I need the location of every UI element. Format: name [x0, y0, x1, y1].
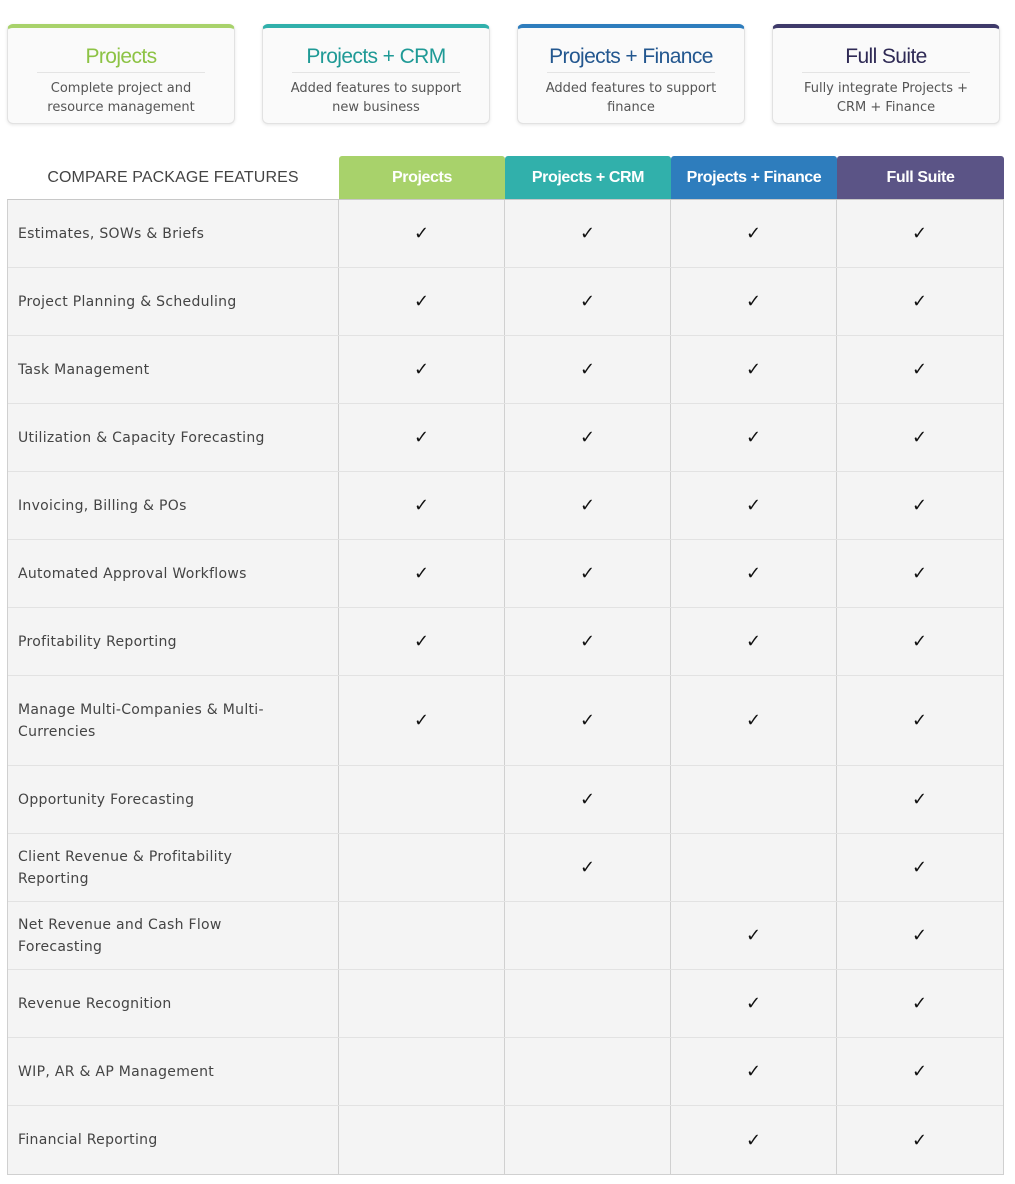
full-suite-cell — [837, 970, 1002, 1037]
projects-crm-cell — [505, 472, 671, 539]
full-suite-cell — [837, 1038, 1002, 1105]
checkmark-icon: ✓ — [413, 291, 430, 312]
projects-cell — [339, 336, 505, 403]
projects-crm-cell — [505, 404, 671, 471]
feature-name: Net Revenue and Cash Flow Forecasting — [8, 902, 339, 969]
projects-cell — [339, 472, 505, 539]
full-suite-cell — [837, 540, 1002, 607]
full-suite-cell — [837, 472, 1002, 539]
package-description: Complete project and resource management — [47, 81, 195, 115]
projects-cell — [339, 676, 505, 765]
feature-name: Estimates, SOWs & Briefs — [8, 200, 339, 267]
projects-finance-cell — [671, 834, 837, 901]
projects-crm-cell — [505, 200, 671, 267]
feature-name: Project Planning & Scheduling — [8, 268, 339, 335]
package-title: Projects — [85, 45, 157, 68]
projects-crm-cell — [505, 834, 671, 901]
checkmark-icon: ✓ — [911, 993, 928, 1014]
feature-name: Client Revenue & Profitability Reporting — [8, 834, 339, 901]
package-description: Added features to support finance — [545, 81, 717, 115]
checkmark-icon: ✓ — [911, 563, 928, 584]
package-cards — [0, 0, 1015, 140]
package-card-full-suite[interactable] — [772, 24, 1000, 124]
projects-crm-cell — [505, 336, 671, 403]
projects-crm-cell — [505, 970, 671, 1037]
full-suite-cell — [837, 268, 1002, 335]
checkmark-icon: ✓ — [911, 631, 928, 652]
projects-crm-cell — [505, 540, 671, 607]
projects-cell — [339, 1038, 505, 1105]
checkmark-icon: ✓ — [911, 925, 928, 946]
checkmark-icon: ✓ — [745, 223, 762, 244]
checkmark-icon: ✓ — [911, 1061, 928, 1082]
projects-finance-cell — [671, 540, 837, 607]
projects-finance-cell — [671, 1038, 837, 1105]
projects-crm-cell — [505, 268, 671, 335]
table-row — [8, 676, 1003, 766]
projects-crm-cell — [505, 1106, 671, 1174]
table-row — [8, 608, 1003, 676]
checkmark-icon: ✓ — [579, 563, 596, 584]
full-suite-cell — [837, 336, 1002, 403]
table-row — [8, 970, 1003, 1038]
full-suite-cell — [837, 1106, 1002, 1174]
checkmark-icon: ✓ — [579, 427, 596, 448]
checkmark-icon: ✓ — [911, 223, 928, 244]
checkmark-icon: ✓ — [745, 993, 762, 1014]
table-row — [8, 902, 1003, 970]
full-suite-cell — [837, 404, 1002, 471]
feature-name: Opportunity Forecasting — [8, 766, 339, 833]
projects-finance-cell — [671, 608, 837, 675]
package-card-projects-crm[interactable] — [262, 24, 490, 124]
projects-finance-cell — [671, 902, 837, 969]
feature-name: Task Management — [8, 336, 339, 403]
feature-name: Utilization & Capacity Forecasting — [8, 404, 339, 471]
checkmark-icon: ✓ — [745, 710, 762, 731]
table-row — [8, 472, 1003, 540]
checkmark-icon: ✓ — [745, 291, 762, 312]
projects-finance-cell — [671, 472, 837, 539]
projects-finance-cell — [671, 970, 837, 1037]
checkmark-icon: ✓ — [579, 495, 596, 516]
card-divider — [547, 72, 715, 73]
projects-cell — [339, 608, 505, 675]
package-description: Fully integrate Projects + CRM + Finance — [803, 81, 969, 115]
projects-crm-cell — [505, 676, 671, 765]
feature-name: Automated Approval Workflows — [8, 540, 339, 607]
column-header-projects: Projects — [339, 156, 505, 199]
package-card-projects-finance[interactable] — [517, 24, 745, 124]
checkmark-icon: ✓ — [579, 857, 596, 878]
checkmark-icon: ✓ — [911, 427, 928, 448]
compare-features-table — [7, 156, 1004, 1175]
projects-crm-cell — [505, 1038, 671, 1105]
package-title: Full Suite — [845, 45, 927, 68]
card-divider — [292, 72, 460, 73]
checkmark-icon: ✓ — [579, 291, 596, 312]
checkmark-icon: ✓ — [413, 495, 430, 516]
checkmark-icon: ✓ — [413, 710, 430, 731]
checkmark-icon: ✓ — [745, 631, 762, 652]
checkmark-icon: ✓ — [745, 925, 762, 946]
column-header-full-suite: Full Suite — [837, 156, 1004, 199]
feature-name: WIP, AR & AP Management — [8, 1038, 339, 1105]
table-row — [8, 404, 1003, 472]
checkmark-icon: ✓ — [745, 359, 762, 380]
checkmark-icon: ✓ — [413, 427, 430, 448]
column-header-projects-crm: Projects + CRM — [505, 156, 671, 199]
projects-crm-cell — [505, 902, 671, 969]
projects-cell — [339, 268, 505, 335]
table-row — [8, 200, 1003, 268]
checkmark-icon: ✓ — [745, 1061, 762, 1082]
checkmark-icon: ✓ — [579, 710, 596, 731]
table-row — [8, 1038, 1003, 1106]
feature-name: Invoicing, Billing & POs — [8, 472, 339, 539]
feature-name: Revenue Recognition — [8, 970, 339, 1037]
projects-finance-cell — [671, 404, 837, 471]
checkmark-icon: ✓ — [579, 631, 596, 652]
projects-cell — [339, 540, 505, 607]
package-description: Added features to support new business — [290, 81, 462, 115]
package-title: Projects + Finance — [549, 45, 713, 68]
projects-cell — [339, 200, 505, 267]
projects-finance-cell — [671, 676, 837, 765]
checkmark-icon: ✓ — [413, 359, 430, 380]
checkmark-icon: ✓ — [579, 789, 596, 810]
feature-name: Profitability Reporting — [8, 608, 339, 675]
table-row — [8, 268, 1003, 336]
full-suite-cell — [837, 902, 1002, 969]
table-row — [8, 336, 1003, 404]
table-row — [8, 766, 1003, 834]
projects-cell — [339, 766, 505, 833]
full-suite-cell — [837, 766, 1002, 833]
feature-name: Manage Multi-Companies & Multi-Currencies — [8, 676, 339, 765]
projects-finance-cell — [671, 268, 837, 335]
package-card-projects[interactable] — [7, 24, 235, 124]
table-body — [7, 199, 1004, 1175]
projects-finance-cell — [671, 336, 837, 403]
card-divider — [37, 72, 205, 73]
checkmark-icon: ✓ — [911, 291, 928, 312]
checkmark-icon: ✓ — [911, 789, 928, 810]
projects-finance-cell — [671, 766, 837, 833]
package-title: Projects + CRM — [306, 45, 446, 68]
checkmark-icon: ✓ — [745, 495, 762, 516]
compare-heading: COMPARE PACKAGE FEATURES — [47, 169, 299, 186]
checkmark-icon: ✓ — [911, 710, 928, 731]
checkmark-icon: ✓ — [579, 223, 596, 244]
table-row — [8, 540, 1003, 608]
checkmark-icon: ✓ — [911, 359, 928, 380]
checkmark-icon: ✓ — [413, 631, 430, 652]
feature-name: Financial Reporting — [8, 1106, 339, 1174]
projects-cell — [339, 1106, 505, 1174]
projects-finance-cell — [671, 200, 837, 267]
projects-cell — [339, 834, 505, 901]
projects-cell — [339, 404, 505, 471]
checkmark-icon: ✓ — [745, 427, 762, 448]
checkmark-icon: ✓ — [413, 223, 430, 244]
column-header-projects-finance: Projects + Finance — [671, 156, 837, 199]
full-suite-cell — [837, 200, 1002, 267]
checkmark-icon: ✓ — [745, 1129, 762, 1151]
checkmark-icon: ✓ — [413, 563, 430, 584]
table-header-row — [7, 156, 1004, 199]
table-row — [8, 1106, 1003, 1174]
projects-finance-cell — [671, 1106, 837, 1174]
table-row — [8, 834, 1003, 902]
projects-cell — [339, 970, 505, 1037]
full-suite-cell — [837, 608, 1002, 675]
projects-cell — [339, 902, 505, 969]
full-suite-cell — [837, 676, 1002, 765]
checkmark-icon: ✓ — [579, 359, 596, 380]
full-suite-cell — [837, 834, 1002, 901]
projects-crm-cell — [505, 608, 671, 675]
checkmark-icon: ✓ — [745, 563, 762, 584]
checkmark-icon: ✓ — [911, 857, 928, 878]
checkmark-icon: ✓ — [911, 495, 928, 516]
projects-crm-cell — [505, 766, 671, 833]
card-divider — [802, 72, 970, 73]
checkmark-icon: ✓ — [911, 1129, 928, 1151]
